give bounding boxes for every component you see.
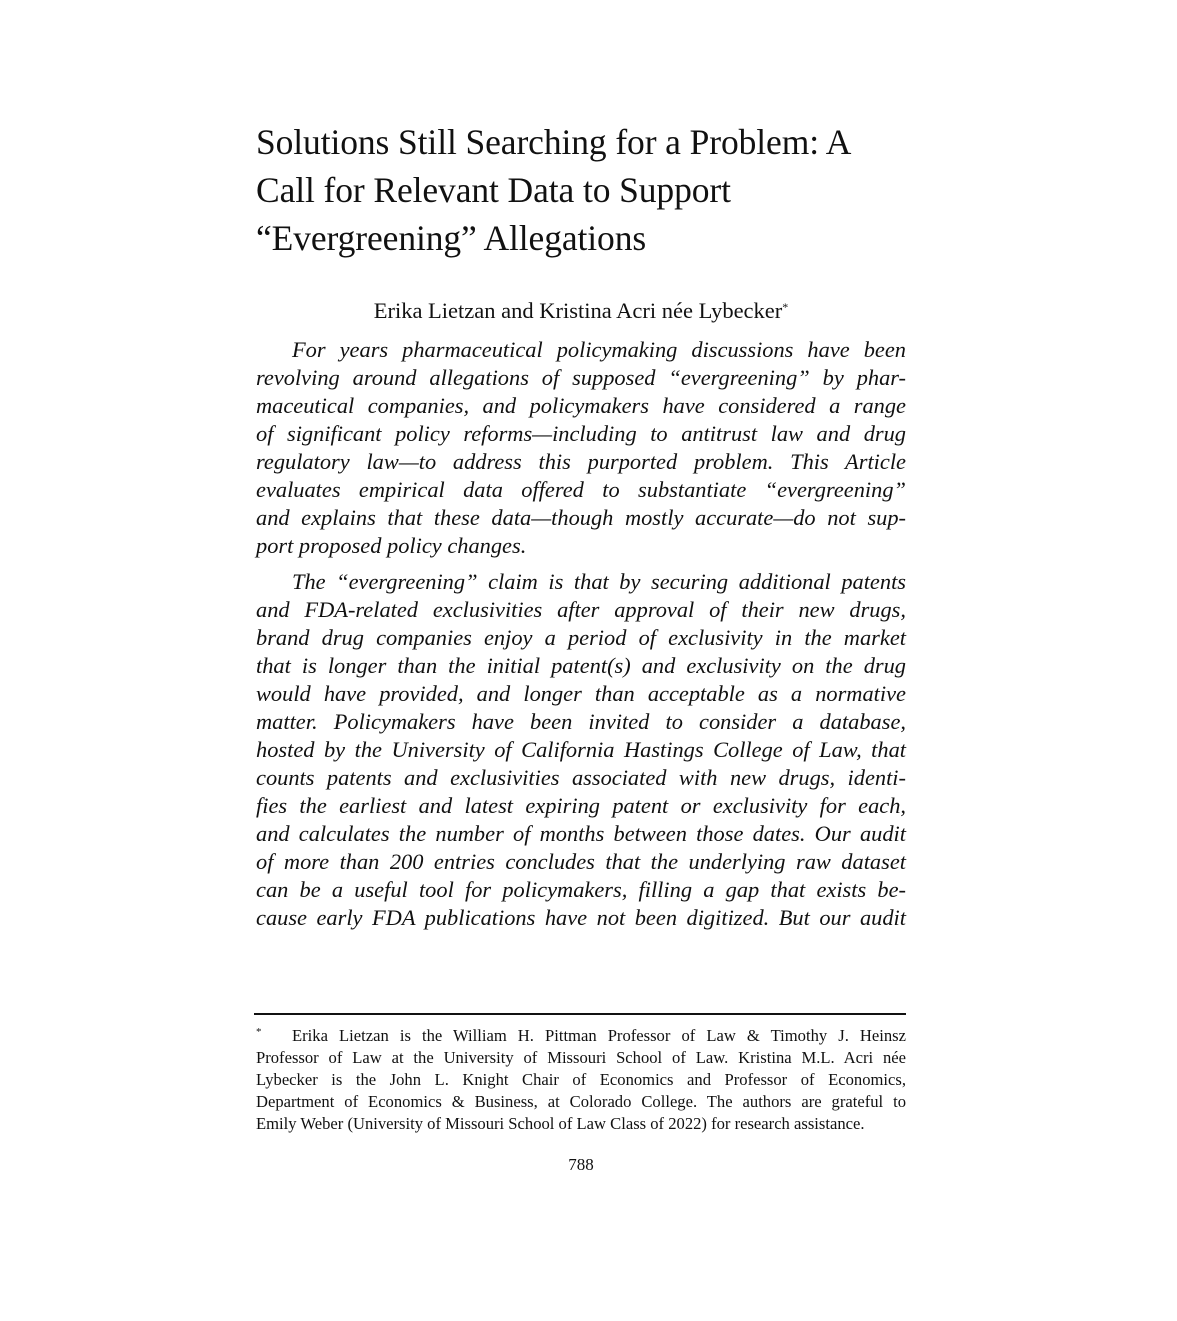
article-title xyxy=(256,118,906,262)
text-line: evaluates empirical data offered to substantiate “evergreening” xyxy=(256,477,906,502)
text-line: of significant policy reforms—including to antitrust law and drug xyxy=(256,421,906,446)
text-line: of more than 200 entries concludes that the underlying raw dataset xyxy=(256,849,906,874)
footnote-line: Lybecker is the John L. Knight Chair of Economics and Professor of Economics, xyxy=(256,1070,906,1089)
footnote-line-text: Erika Lietzan is the William H. Pittman Professor of Law & Timothy J. Heinsz xyxy=(292,1026,906,1045)
abstract-paragraph-2 xyxy=(256,568,906,932)
text-line: port proposed policy changes. xyxy=(256,533,527,558)
author-byline xyxy=(256,295,906,327)
footnote-line xyxy=(256,1025,906,1047)
author-footnote xyxy=(256,1025,906,1135)
text-line: regulatory law—to address this purported problem. This Article xyxy=(256,449,906,474)
text-line: and explains that these data—though mostly accurate—do not sup- xyxy=(256,505,906,530)
author-names: Erika Lietzan and Kristina Acri née Lybecker xyxy=(373,298,783,323)
page-number: 788 xyxy=(568,1155,594,1174)
footnote-mark: * xyxy=(256,1026,262,1038)
text-line: matter. Policymakers have been invited to consider a database, xyxy=(256,709,906,734)
text-line: can be a useful tool for policymakers, filling a gap that exists be- xyxy=(256,877,906,902)
text-line: brand drug companies enjoy a period of exclusivity in the market xyxy=(256,625,906,650)
text-line: and calculates the number of months between those dates. Our audit xyxy=(256,821,906,846)
footnote-line: Professor of Law at the University of Missouri School of Law. Kristina M.L. Acri née xyxy=(256,1048,906,1067)
title-line: Call for Relevant Data to Support xyxy=(256,170,731,210)
text-line: counts patents and exclusivities associated with new drugs, identi- xyxy=(256,765,906,790)
author-footnote-mark: * xyxy=(782,300,789,314)
footnote-line: Emily Weber (University of Missouri School of Law Class of 2022) for research assistance. xyxy=(256,1114,865,1133)
abstract xyxy=(256,336,906,940)
text-line: and FDA-related exclusivities after approval of their new drugs, xyxy=(256,597,906,622)
title-line: Solutions Still Searching for a Problem: A xyxy=(256,122,852,162)
footnote-line: Department of Economics & Business, at Colorado College. The authors are grateful to xyxy=(256,1092,906,1111)
text-line: maceutical companies, and policymakers have considered a range xyxy=(256,393,906,418)
footnote-divider xyxy=(254,1013,906,1015)
text-line: hosted by the University of California Hastings College of Law, that xyxy=(256,737,906,762)
title-line: “Evergreening” Allegations xyxy=(256,218,647,258)
text-line: revolving around allegations of supposed “evergreening” by phar- xyxy=(256,365,906,390)
text-line: The “evergreening” claim is that by securing additional patents xyxy=(292,569,906,594)
text-line: For years pharmaceutical policymaking discussions have been xyxy=(292,337,906,362)
text-line: that is longer than the initial patent(s) and exclusivity on the drug xyxy=(256,653,906,678)
text-line: cause early FDA publications have not been digitized. But our audit xyxy=(256,905,906,930)
text-line: fies the earliest and latest expiring patent or exclusivity for each, xyxy=(256,793,906,818)
text-line: would have provided, and longer than acceptable as a normative xyxy=(256,681,906,706)
abstract-paragraph-1 xyxy=(256,336,906,560)
